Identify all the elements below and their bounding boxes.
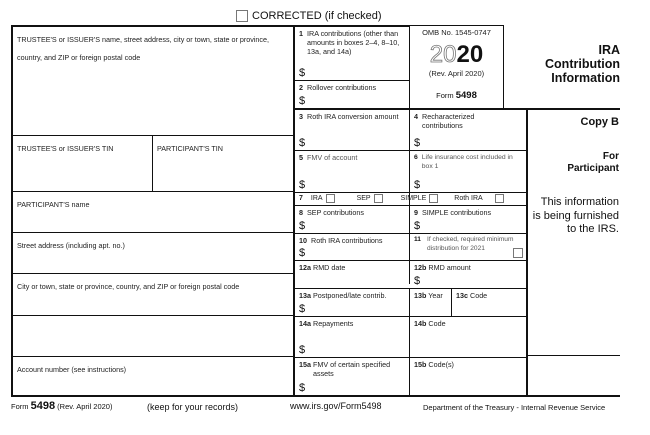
participant-name-label: PARTICIPANT'S name xyxy=(17,200,90,209)
participant-name-cell[interactable] xyxy=(13,192,293,232)
box-4-label: Recharacterized contributions xyxy=(422,112,475,130)
box-11-checkbox[interactable] xyxy=(513,248,523,258)
omb-top xyxy=(409,25,504,26)
box-3-number: 3 xyxy=(299,112,303,121)
dollar-sign: $ xyxy=(299,247,306,259)
dollar-sign: $ xyxy=(299,344,306,356)
dollar-sign: $ xyxy=(414,137,421,149)
box-7-number: 7 xyxy=(299,195,303,202)
box-10-number: 10 xyxy=(299,236,307,245)
box-4[interactable] xyxy=(410,110,526,150)
box-15a-label: FMV of certain specified assets xyxy=(313,360,391,378)
box-7-simple-checkbox[interactable] xyxy=(429,194,438,203)
box-7-sep-checkbox[interactable] xyxy=(374,194,383,203)
box-15b-number: 15b xyxy=(414,360,427,369)
account-number-cell[interactable] xyxy=(13,357,293,395)
dollar-sign: $ xyxy=(299,220,306,232)
copy-b: Copy B xyxy=(580,116,619,128)
dollar-sign: $ xyxy=(414,179,421,191)
dollar-sign: $ xyxy=(299,95,306,107)
box-13c-label: Code xyxy=(470,291,488,300)
footer-form xyxy=(11,400,112,412)
footer-url[interactable]: www.irs.gov/Form5498 xyxy=(290,401,382,411)
omb-form xyxy=(412,90,501,101)
form-bottom-border xyxy=(11,395,620,397)
city-label: City or town, state or province, country, and ZIP or foreign postal code xyxy=(17,282,240,291)
dollar-sign: $ xyxy=(414,275,421,287)
box-15a[interactable] xyxy=(295,358,409,395)
box-12b-number: 12b xyxy=(414,263,427,272)
box-5-number: 5 xyxy=(299,153,303,162)
box-7-roth-label: Roth IRA xyxy=(454,195,483,202)
box-14a-label: Repayments xyxy=(313,319,354,328)
box-5-label: FMV of account xyxy=(307,153,358,162)
box-3[interactable] xyxy=(295,110,409,150)
box-7-roth-checkbox[interactable] xyxy=(495,194,504,203)
box-12b[interactable] xyxy=(410,261,526,288)
form-title: IRA Contribution Information xyxy=(545,43,620,85)
box-6-label: Life insurance cost included in box 1 xyxy=(421,154,513,170)
box-15b-label: Code(s) xyxy=(428,360,454,369)
box-1-number: 1 xyxy=(299,29,303,38)
street-address-cell[interactable] xyxy=(13,233,293,273)
info-notice: This information is being furnished to the IRS. xyxy=(532,196,619,235)
footer-rev: (Rev. April 2020) xyxy=(57,402,113,411)
box-5[interactable] xyxy=(295,151,409,192)
box-11-label: If checked, required minimum distribution for 2021 xyxy=(426,236,514,252)
box-2[interactable] xyxy=(295,81,409,108)
for-participant xyxy=(528,151,619,175)
trustee-name-cell[interactable] xyxy=(13,27,293,135)
participant-label: Participant xyxy=(567,163,619,174)
omb-right xyxy=(503,25,504,109)
box-2-label: Rollover contributions xyxy=(307,83,377,92)
street-address-label: Street address (including apt. no.) xyxy=(17,241,125,250)
box-7-sep-label: SEP xyxy=(356,195,371,202)
omb-form-word: Form xyxy=(436,91,454,100)
box-15b[interactable] xyxy=(410,358,526,395)
box-14b-label: Code xyxy=(428,319,446,328)
box-13a[interactable] xyxy=(295,289,409,316)
box-8-label: SEP contributions xyxy=(307,208,365,217)
dollar-sign: $ xyxy=(299,67,306,79)
box-11 xyxy=(410,234,526,260)
row-line-355 xyxy=(526,355,620,356)
box-12b-label: RMD amount xyxy=(428,263,471,272)
account-number-label: Account number (see instructions) xyxy=(17,365,127,374)
trustee-tin-cell[interactable] xyxy=(13,136,153,191)
omb-form-number: 5498 xyxy=(455,90,477,101)
footer-keep: (keep for your records) xyxy=(147,402,239,412)
box-13a-number: 13a xyxy=(299,291,311,300)
box-13b[interactable] xyxy=(410,289,451,316)
blank-left-cell[interactable] xyxy=(13,316,293,357)
footer-form-word: Form xyxy=(11,402,29,411)
box-13c-number: 13c xyxy=(456,291,468,300)
dollar-sign: $ xyxy=(299,303,306,315)
box-13b-label: Year xyxy=(428,291,443,300)
box-3-label: Roth IRA conversion amount xyxy=(307,112,399,121)
omb-rev: (Rev. April 2020) xyxy=(428,69,485,78)
box-14a-number: 14a xyxy=(299,319,311,328)
box-4-number: 4 xyxy=(414,112,418,121)
box-12a[interactable] xyxy=(295,261,409,288)
box-6-number: 6 xyxy=(414,154,418,161)
box-13c[interactable] xyxy=(452,289,526,316)
box-11-number: 11 xyxy=(414,236,421,243)
participant-tin-label: PARTICIPANT'S TIN xyxy=(157,144,223,153)
dollar-sign: $ xyxy=(414,220,421,232)
corrected-checkbox[interactable] xyxy=(236,10,248,22)
box-7-ira-label: IRA xyxy=(310,195,323,202)
box-8-number: 8 xyxy=(299,208,303,217)
box-10[interactable] xyxy=(295,234,409,260)
trustee-tin-label: TRUSTEE'S or ISSUER'S TIN xyxy=(17,144,114,153)
for-label: For xyxy=(602,151,619,162)
box-15a-number: 15a xyxy=(299,360,311,369)
box-1-label: IRA contributions (other than amounts in boxes 2–4, 8–10, 13a, and 14a) xyxy=(307,29,400,56)
box-9-number: 9 xyxy=(414,208,418,217)
tax-year-bold: 20 xyxy=(456,41,484,68)
dollar-sign: $ xyxy=(299,179,306,191)
box-12a-number: 12a xyxy=(299,263,311,272)
corrected-header xyxy=(236,9,382,23)
box-9[interactable] xyxy=(410,206,526,233)
tax-year xyxy=(412,41,501,69)
dollar-sign: $ xyxy=(299,382,306,394)
box-14a[interactable] xyxy=(295,317,409,357)
footer-dept: Department of the Treasury - Internal Revenue Service xyxy=(423,403,606,412)
box-7-simple-label: SIMPLE xyxy=(400,195,427,202)
dollar-sign: $ xyxy=(299,137,306,149)
trustee-name-label: TRUSTEE'S or ISSUER'S name, street address, city or town, state or province, country, and ZIP or foreign postal code xyxy=(17,35,270,62)
box-8[interactable] xyxy=(295,206,409,233)
box-14b[interactable] xyxy=(410,317,526,357)
box-1[interactable] xyxy=(295,27,409,80)
box-14b-number: 14b xyxy=(414,319,427,328)
box-10-label: Roth IRA contributions xyxy=(311,236,383,245)
footer-form-number: 5498 xyxy=(30,400,56,412)
corrected-label: CORRECTED (if checked) xyxy=(252,10,382,22)
box-7-ira-checkbox[interactable] xyxy=(326,194,335,203)
box-2-number: 2 xyxy=(299,83,303,92)
tax-year-outline: 20 xyxy=(429,41,457,68)
box-13a-label: Postponed/late contrib. xyxy=(313,291,387,300)
box-7 xyxy=(295,193,526,205)
box-12a-label: RMD date xyxy=(313,263,346,272)
participant-tin-cell[interactable] xyxy=(153,136,293,191)
box-6[interactable] xyxy=(410,151,526,192)
box-9-label: SIMPLE contributions xyxy=(422,208,492,217)
city-cell[interactable] xyxy=(13,274,293,315)
box-13b-number: 13b xyxy=(414,291,427,300)
omb-block xyxy=(410,27,503,108)
omb-number: OMB No. 1545-0747 xyxy=(422,28,491,37)
